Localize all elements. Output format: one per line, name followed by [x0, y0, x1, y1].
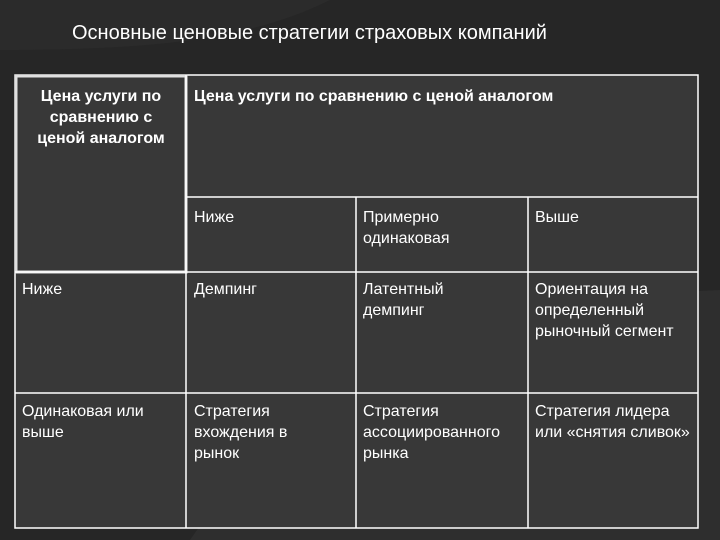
top-header: Цена услуги по сравнению с ценой аналогом: [194, 88, 554, 105]
column-header-equal: Примерно одинаковая: [363, 209, 450, 247]
table-cell: Демпинг: [194, 281, 258, 298]
table-cell: Стратегия вхождения в рынок: [194, 403, 288, 462]
row-label-lower: Ниже: [22, 281, 63, 298]
table-cell: Стратегия ассоциированного рынка: [363, 403, 500, 462]
slide-title: Основные ценовые стратегии страховых компаний: [72, 22, 547, 44]
table-cell: Стратегия лидера или «снятия сливок»: [535, 403, 690, 441]
row-label-equal-or-higher: Одинаковая или выше: [22, 403, 144, 441]
column-header-higher: Выше: [535, 209, 579, 226]
column-header-lower: Ниже: [194, 209, 235, 226]
table-cell: Ориентация на определенный рыночный сегмент: [535, 281, 674, 340]
table-cell: Латентный демпинг: [363, 281, 444, 319]
corner-header: Цена услуги по сравнению с ценой аналогом: [37, 88, 165, 147]
